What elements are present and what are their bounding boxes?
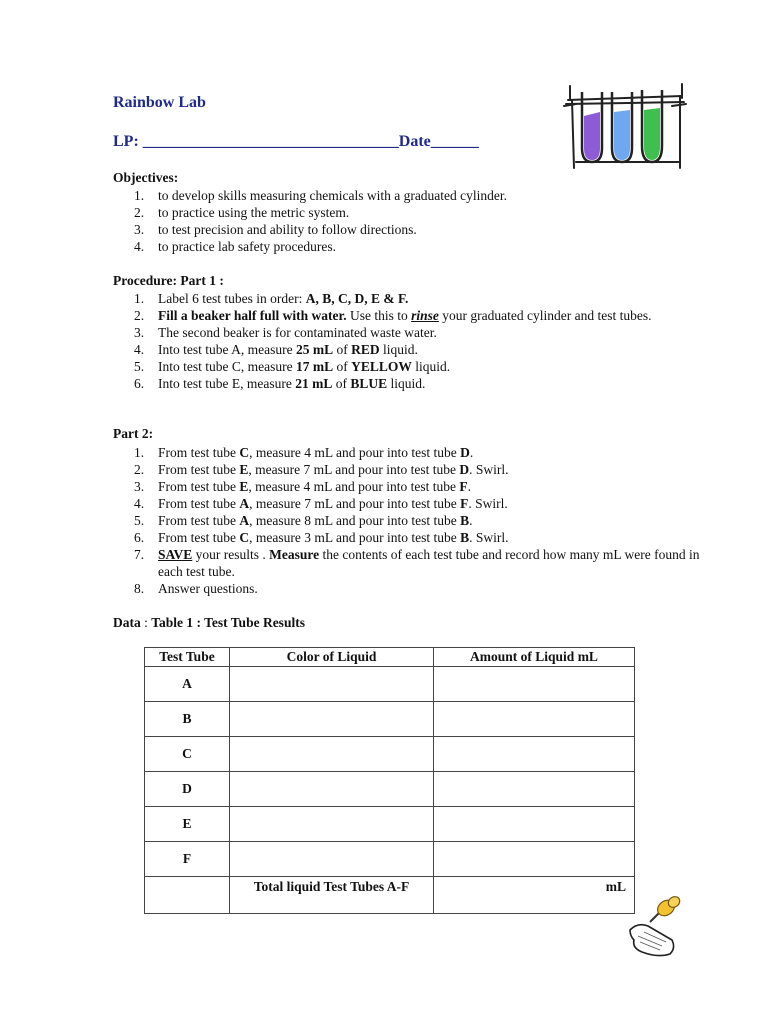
- color-cell[interactable]: [230, 667, 434, 702]
- color-cell[interactable]: [230, 842, 434, 877]
- list-item: From test tube A, measure 8 mL and pour into test tube B.: [158, 513, 473, 528]
- list-item: Label 6 test tubes in order: A, B, C, D, E & F.: [158, 291, 409, 306]
- list-item: From test tube C, measure 4 mL and pour into test tube D.: [158, 445, 474, 460]
- part2-title: Part 2:: [113, 426, 154, 441]
- header-amount: Amount of Liquid mL: [434, 648, 635, 667]
- tube-label: D: [145, 772, 230, 807]
- date-label: Date: [398, 133, 431, 150]
- tube-label: B: [145, 702, 230, 737]
- tube-label: A: [145, 667, 230, 702]
- green-tube: [642, 90, 662, 162]
- table-row: [145, 737, 635, 772]
- table-row: [145, 772, 635, 807]
- list-item: The second beaker is for contaminated waste water.: [158, 325, 437, 340]
- tube-label: F: [145, 842, 230, 877]
- objectives-list: [113, 187, 718, 255]
- list-item: Answer questions.: [158, 581, 258, 596]
- part2-list: [113, 444, 718, 597]
- results-table: [144, 647, 635, 914]
- color-cell[interactable]: [230, 807, 434, 842]
- amount-cell[interactable]: [434, 737, 635, 772]
- table-row: [145, 807, 635, 842]
- list-item: to practice using the metric system.: [158, 205, 350, 220]
- list-item: From test tube E, measure 7 mL and pour into test tube D. Swirl.: [158, 462, 509, 477]
- header-test-tube: Test Tube: [145, 648, 230, 667]
- list-item: SAVE your results . Measure the contents of each test tube and record how many mL were found in each test tube.: [158, 547, 700, 579]
- tube-label: C: [145, 737, 230, 772]
- test-tubes-clipart: [562, 78, 687, 173]
- list-item: Fill a beaker half full with water. Use this to rinse your graduated cylinder and test tubes.: [158, 308, 652, 323]
- table-total-row: [145, 877, 635, 914]
- list-item: to develop skills measuring chemicals with a graduated cylinder.: [158, 188, 508, 203]
- tube-label: E: [145, 807, 230, 842]
- list-item: to practice lab safety procedures.: [158, 239, 337, 254]
- list-item: Into test tube E, measure 21 mL of BLUE liquid.: [158, 376, 426, 391]
- amount-cell[interactable]: [434, 702, 635, 737]
- page-title: Rainbow Lab: [113, 94, 206, 111]
- pushpin-note-icon: [620, 892, 692, 964]
- total-label: Total liquid Test Tubes A-F: [230, 877, 434, 914]
- list-item: to test precision and ability to follow directions.: [158, 222, 417, 237]
- data-table-title: Data : Table 1 : Test Tube Results: [113, 615, 305, 630]
- list-item: Into test tube A, measure 25 mL of RED liquid.: [158, 342, 418, 357]
- amount-cell[interactable]: [434, 667, 635, 702]
- header-color: Color of Liquid: [230, 648, 434, 667]
- amount-cell[interactable]: [434, 772, 635, 807]
- table-row: [145, 667, 635, 702]
- objectives-title: Objectives:: [113, 170, 179, 185]
- procedure-list: [113, 290, 718, 392]
- date-blank[interactable]: ______: [430, 133, 479, 150]
- total-amount-cell[interactable]: mL: [434, 877, 635, 914]
- color-cell[interactable]: [230, 772, 434, 807]
- color-cell[interactable]: [230, 702, 434, 737]
- list-item: From test tube C, measure 3 mL and pour into test tube B. Swirl.: [158, 530, 509, 545]
- color-cell[interactable]: [230, 737, 434, 772]
- lp-date-line: [113, 133, 479, 151]
- list-item: Into test tube C, measure 17 mL of YELLOW liquid.: [158, 359, 451, 374]
- procedure-title: Procedure: Part 1 :: [113, 273, 224, 288]
- list-item: From test tube E, measure 4 mL and pour into test tube F.: [158, 479, 471, 494]
- lp-label: LP:: [113, 133, 139, 150]
- list-item: From test tube A, measure 7 mL and pour into test tube F. Swirl.: [158, 496, 508, 511]
- amount-cell[interactable]: [434, 842, 635, 877]
- amount-cell[interactable]: [434, 807, 635, 842]
- table-row: [145, 702, 635, 737]
- table-row: [145, 842, 635, 877]
- total-empty-cell: [145, 877, 230, 914]
- lp-blank[interactable]: ________________________________: [142, 133, 399, 150]
- table-header-row: [145, 648, 635, 667]
